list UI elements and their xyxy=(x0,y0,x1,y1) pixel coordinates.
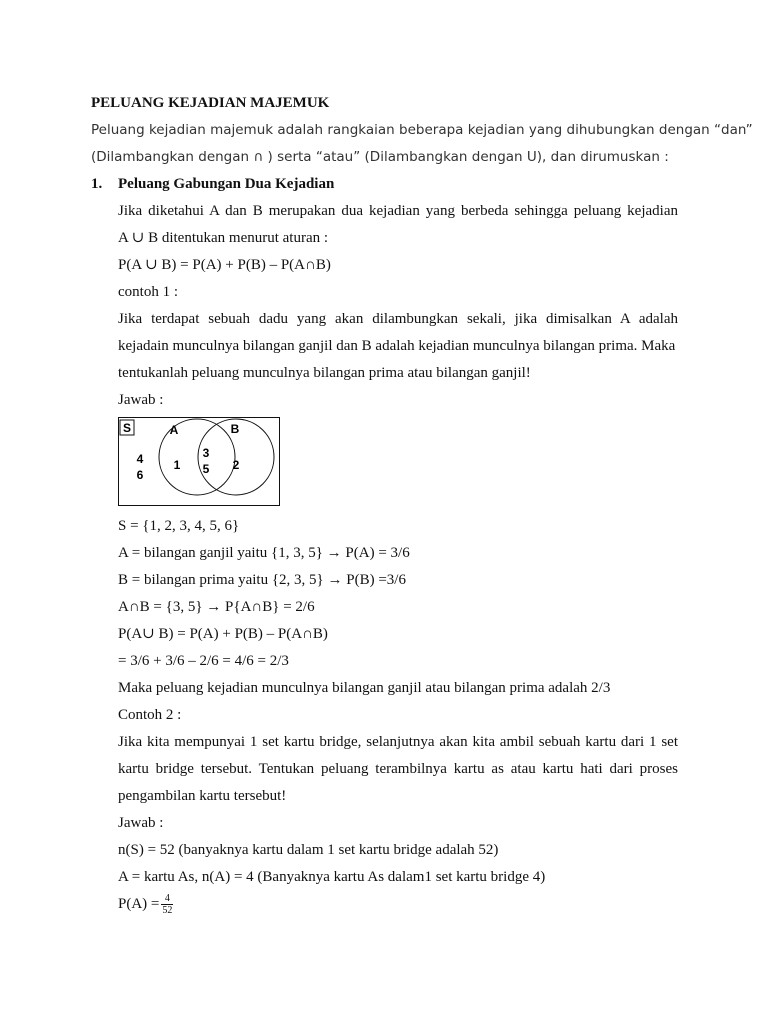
example-1-line-1: Jika terdapat sebuah dadu yang akan dilambungkan sekali, jika dimisalkan A adalah xyxy=(118,311,678,327)
answer-2-label: Jawab : xyxy=(118,815,164,831)
example-2-label: Contoh 2 : xyxy=(118,707,182,723)
rule-line-2: A ∪ B ditentukan menurut aturan : xyxy=(118,230,329,246)
example-2-line-1: Jika kita mempunyai 1 set kartu bridge, selanjutnya akan kita ambil sebuah kartu dari 1 set xyxy=(118,734,678,750)
solution-conclusion: Maka peluang kejadian munculnya bilangan ganjil atau bilangan prima adalah 2/3 xyxy=(118,680,611,696)
probability-a xyxy=(118,893,173,916)
example-1-line-3: tentukanlah peluang munculnya bilangan prima atau bilangan ganjil! xyxy=(118,365,531,381)
probability-a-label: P(A) = xyxy=(118,895,160,912)
only-b-value: 2 xyxy=(232,458,240,472)
solution-line-6: = 3/6 + 3/6 – 2/6 = 4/6 = 2/3 xyxy=(118,653,289,669)
solution-line-2: A = bilangan ganjil yaitu {1, 3, 5} → P(A) = 3/6 xyxy=(118,545,410,561)
intro-line-1: Peluang kejadian majemuk adalah rangkaian beberapa kejadian yang dihubungkan dengan “dan” xyxy=(91,122,753,138)
answer-1-label: Jawab : xyxy=(118,392,164,408)
solution-line-1: S = {1, 2, 3, 4, 5, 6} xyxy=(118,518,240,534)
venn-diagram xyxy=(118,417,281,507)
solution-line-5: P(A∪ B) = P(A) + P(B) – P(A∩B) xyxy=(118,626,328,642)
set-b-label: B xyxy=(230,422,240,436)
only-a-value: 1 xyxy=(173,458,181,472)
section-number: 1. xyxy=(91,176,103,192)
example-2-line-3: pengambilan kartu tersebut! xyxy=(118,788,287,804)
solution-line-4: A∩B = {3, 5} → P{A∩B} = 2/6 xyxy=(118,599,315,615)
intro-line-2: (Dilambangkan dengan ∩ ) serta “atau” (Dilambangkan dengan U), dan dirumuskan : xyxy=(91,149,669,165)
fraction-numerator: 4 xyxy=(161,893,173,905)
answer-2-line-1: n(S) = 52 (banyaknya kartu dalam 1 set kartu bridge adalah 52) xyxy=(118,842,499,858)
union-formula: P(A ∪ B) = P(A) + P(B) – P(A∩B) xyxy=(118,257,331,273)
example-2-line-2: kartu bridge tersebut. Tentukan peluang terambilnya kartu as atau kartu hati dari proses xyxy=(118,761,678,777)
page-title: PELUANG KEJADIAN MAJEMUK xyxy=(91,95,330,111)
outside-value-4: 4 xyxy=(136,452,144,466)
answer-2-line-2: A = kartu As, n(A) = 4 (Banyaknya kartu As dalam1 set kartu bridge 4) xyxy=(118,869,546,885)
solution-line-3: B = bilangan prima yaitu {2, 3, 5} → P(B) =3/6 xyxy=(118,572,406,588)
example-1-label: contoh 1 : xyxy=(118,284,178,300)
intersection-value-5: 5 xyxy=(202,462,210,476)
probability-a-fraction xyxy=(161,893,173,916)
universe-label: S xyxy=(122,421,132,435)
fraction-denominator: 52 xyxy=(162,905,173,916)
outside-value-6: 6 xyxy=(136,468,144,482)
section-heading: Peluang Gabungan Dua Kejadian xyxy=(118,176,335,192)
set-a-label: A xyxy=(169,423,179,437)
rule-line-1: Jika diketahui A dan B merupakan dua kejadian yang berbeda sehingga peluang kejadian xyxy=(118,203,678,219)
intersection-value-3: 3 xyxy=(202,446,210,460)
example-1-line-2: kejadain munculnya bilangan ganjil dan B adalah kejadian munculnya bilangan prima. Maka xyxy=(118,338,676,354)
